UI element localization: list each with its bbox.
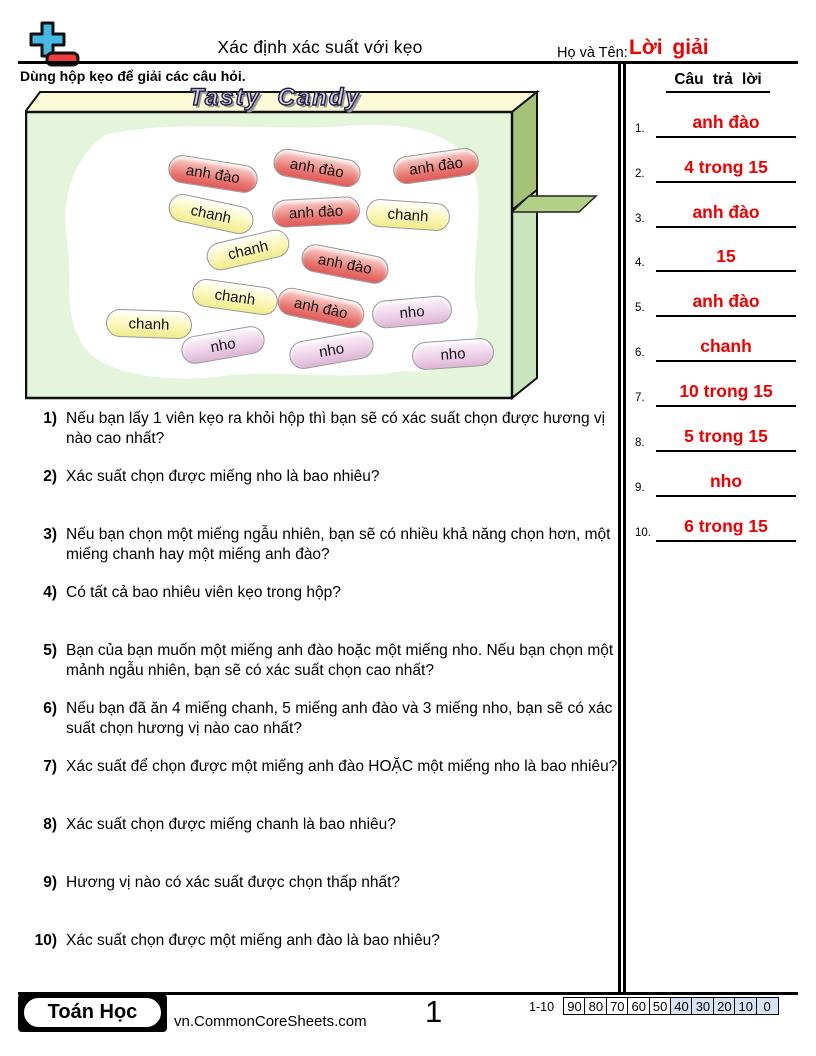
question-1 (30, 409, 618, 448)
candy-label: anh đào (288, 202, 344, 222)
answers-title: Câu trả lời (666, 71, 769, 93)
candy-box-illustration (25, 84, 600, 405)
answer-blank-line (656, 405, 796, 407)
question-text: Bạn của bạn muốn một miếng anh đào hoặc một miếng nho. Nếu bạn chọn một mảnh ngẫu nhiên, bạn sẽ có xác suất chọn cao nhất? (66, 642, 614, 679)
question-text: Hương vị nào có xác suất được chọn thấp nhất? (66, 874, 401, 891)
answer-value: anh đào (692, 112, 760, 132)
question-text: Xác suất chọn được miếng chanh là bao nhiêu? (66, 816, 396, 833)
score-cell: 30 (691, 997, 714, 1015)
question-number: 7) (43, 758, 57, 775)
question-number: 3) (43, 526, 57, 543)
answer-blank-line (656, 450, 796, 452)
answer-key-label: Lời giải (629, 36, 709, 59)
candy-label: nho (439, 344, 467, 364)
candy-label: nho (317, 339, 346, 361)
candy-label: anh đào (288, 154, 346, 182)
answer-blank-line (656, 360, 796, 362)
candy-label: chanh (387, 205, 429, 225)
page-number: 1 (425, 994, 443, 1029)
answer-number: 4. (635, 257, 645, 269)
subject-badge-label: Toán Học (23, 997, 162, 1028)
question-text: Xác suất chọn được miếng nho là bao nhiêu? (66, 468, 380, 485)
answer-number: 3. (635, 213, 645, 225)
score-range-label: 1-10 (529, 1000, 555, 1014)
answer-number: 10. (635, 527, 651, 539)
answer-number: 2. (635, 168, 645, 180)
candy-label: anh đào (184, 161, 242, 187)
answer-item-2 (626, 149, 810, 183)
answer-item-7 (626, 373, 810, 407)
answer-value: 4 trong 15 (684, 157, 768, 177)
question-8 (30, 815, 618, 835)
answer-item-3 (626, 194, 810, 228)
question-10 (30, 931, 618, 951)
question-number: 10) (34, 932, 57, 949)
answer-value: anh đào (692, 291, 760, 311)
question-number: 4) (43, 584, 57, 601)
question-2 (30, 467, 618, 487)
question-text: Có tất cả bao nhiêu viên kẹo trong hộp? (66, 584, 341, 601)
score-cell: 50 (649, 997, 672, 1015)
question-7 (30, 757, 618, 777)
candy-label: chanh (189, 201, 233, 227)
answer-blank-line (656, 540, 796, 542)
answer-value: 5 trong 15 (684, 426, 768, 446)
answer-item-1 (626, 104, 810, 138)
question-number: 5) (43, 642, 57, 659)
answer-blank-line (656, 181, 796, 183)
answer-item-4 (626, 238, 810, 272)
answer-value: 15 (716, 246, 736, 266)
answer-number: 9. (635, 482, 645, 494)
candy-label: chanh (213, 285, 257, 309)
subject-badge (18, 994, 167, 1032)
candy-label: chanh (226, 237, 270, 263)
instruction-text: Dùng hộp kẹo để giải các câu hỏi. (20, 68, 246, 84)
answer-value: 10 trong 15 (679, 381, 773, 401)
answer-item-6 (626, 328, 810, 362)
question-5 (30, 641, 618, 680)
website-text: vn.CommonCoreSheets.com (174, 1013, 367, 1030)
answer-value: chanh (700, 336, 752, 356)
question-number: 1) (43, 410, 57, 427)
candy-label: nho (398, 302, 426, 322)
candy-label: anh đào (292, 294, 350, 322)
name-label: Họ và Tên: (557, 45, 628, 61)
answer-item-9 (626, 463, 810, 497)
answer-value: anh đào (692, 202, 760, 222)
answer-blank-line (656, 495, 796, 497)
question-text: Nếu bạn lấy 1 viên kẹo ra khỏi hộp thì bạn sẽ có xác suất chọn được hương vị nào cao nhất? (66, 410, 606, 447)
question-number: 8) (43, 816, 57, 833)
question-4 (30, 583, 618, 603)
question-9 (30, 873, 618, 893)
answer-value: 6 trong 15 (684, 516, 768, 536)
score-cell: 80 (584, 997, 607, 1015)
answer-item-10 (626, 508, 810, 542)
candy-label: anh đào (316, 250, 374, 278)
score-cell: 40 (670, 997, 693, 1015)
score-cell: 20 (713, 997, 736, 1015)
candy-lemon (106, 309, 193, 340)
score-cell: 60 (627, 997, 650, 1015)
answer-item-8 (626, 418, 810, 452)
answer-blank-line (656, 270, 796, 272)
candy-label: anh đào (407, 153, 465, 179)
answer-number: 5. (635, 302, 645, 314)
candy-label: nho (209, 334, 237, 356)
question-number: 2) (43, 468, 57, 485)
question-number: 9) (43, 874, 57, 891)
answer-value: nho (709, 471, 743, 491)
score-cell: 70 (606, 997, 629, 1015)
question-text: Nếu bạn chọn một miếng ngẫu nhiên, bạn sẽ có nhiều khả năng chọn hơn, một miếng chanh hay một miếng anh đào? (66, 526, 611, 563)
answer-number: 6. (635, 347, 645, 359)
score-table (563, 997, 779, 1015)
question-text: Nếu bạn đã ăn 4 miếng chanh, 5 miếng anh đào và 3 miếng nho, bạn sẽ có xác suất chọn hương vị nào cao nhất? (66, 700, 613, 737)
answers-column (618, 64, 810, 993)
score-cell: 90 (563, 997, 586, 1015)
candy-brand-text: Tasty Candy (189, 84, 361, 111)
question-6 (30, 699, 618, 738)
score-cell: 0 (756, 997, 779, 1015)
candy-label: chanh (128, 314, 170, 334)
question-text: Xác suất để chọn được một miếng anh đào HOẶC một miếng nho là bao nhiêu? (66, 758, 618, 775)
question-number: 6) (43, 700, 57, 717)
score-cell: 10 (734, 997, 757, 1015)
answer-number: 8. (635, 437, 645, 449)
answer-blank-line (656, 315, 796, 317)
answer-blank-line (656, 226, 796, 228)
question-3 (30, 525, 618, 564)
answer-number: 7. (635, 392, 645, 404)
answer-item-5 (626, 283, 810, 317)
answer-number: 1. (635, 123, 645, 135)
question-text: Xác suất chọn được một miếng anh đào là bao nhiêu? (66, 932, 440, 949)
candy-grape (411, 337, 495, 371)
candy-lemon (365, 198, 451, 232)
candy-cherry (271, 196, 360, 229)
answer-blank-line (656, 136, 796, 138)
page-title: Xác định xác suất với kẹo (217, 37, 423, 57)
